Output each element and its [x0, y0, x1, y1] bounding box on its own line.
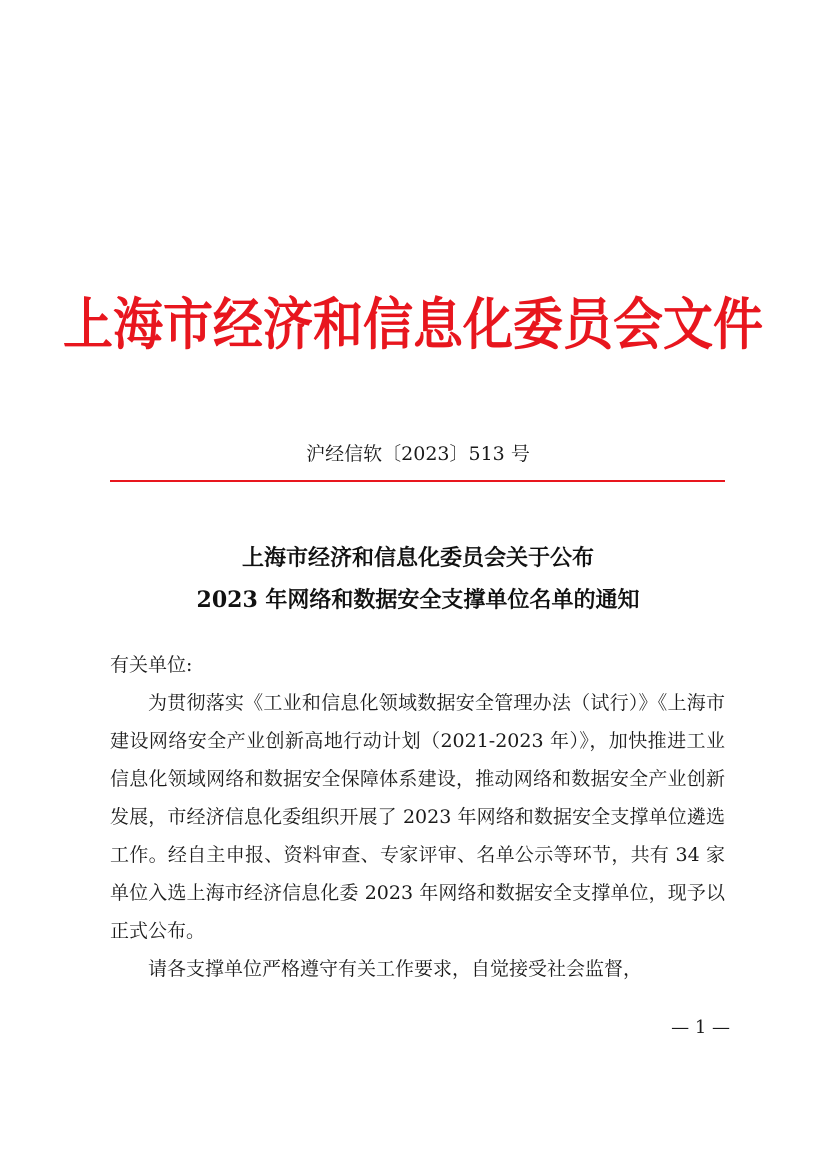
- body-paragraph-1: 为贯彻落实《工业和信息化领域数据安全管理办法（试行）》《上海市建设网络安全产业创新高地行动计划（2021-2023 年）》，加快推进工业信息化领域网络和数据安全保障体系建设，推动网络和数据安全产业创新发展，市经济信息化委组织开展了 2023 年网络和数据安全支撑单位遴选工作。经自主申报、资料审查、专家评审、名单公示等环节，共有 34 家单位入选上海市经济信息化委 2023 年网络和数据安全支撑单位，现予以正式公布。: [110, 692, 725, 942]
- page-number: — 1 —: [671, 1017, 730, 1038]
- notice-title: [0, 537, 826, 621]
- red-divider-line: [110, 480, 725, 482]
- document-number: 沪经信软〔2023〕513 号: [306, 443, 530, 465]
- notice-title-line-1: 上海市经济和信息化委员会关于公布: [241, 545, 594, 571]
- notice-title-line-2: 2023 年网络和数据安全支撑单位名单的通知: [196, 587, 640, 613]
- notice-body: [110, 646, 725, 988]
- body-paragraph-2: 请各支撑单位严格遵守有关工作要求，自觉接受社会监督，: [148, 958, 643, 980]
- masthead-title: 上海市经济和信息化委员会文件: [63, 291, 763, 358]
- salutation: 有关单位:: [110, 654, 193, 676]
